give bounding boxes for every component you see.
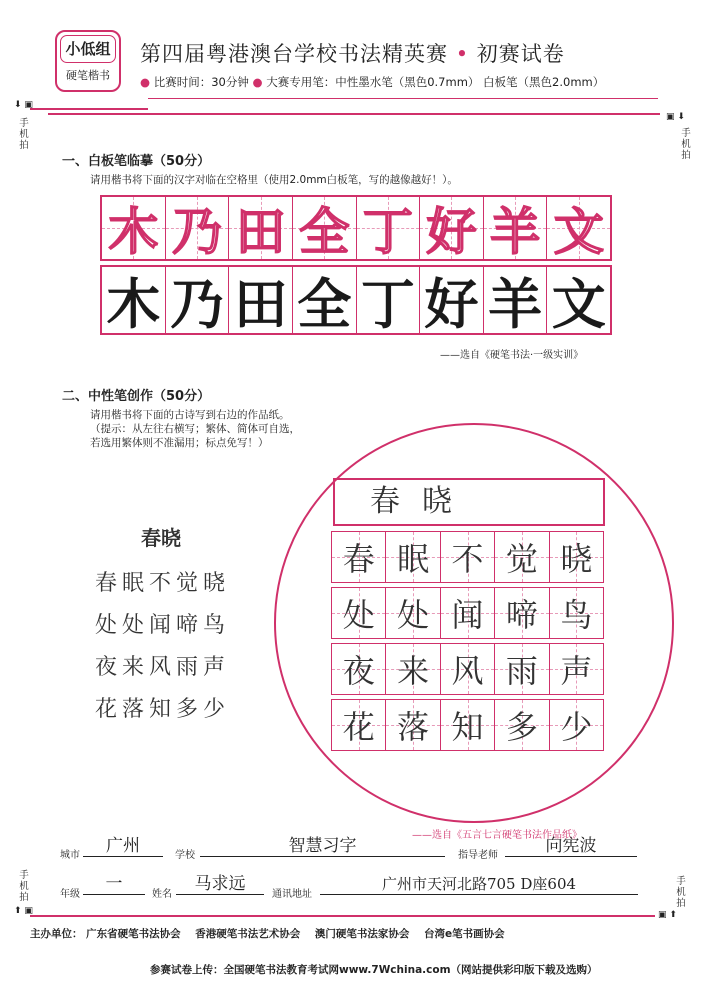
work-cell[interactable]: 眠 [386, 532, 440, 582]
organizers [30, 926, 505, 941]
poem-title: 春晓 [141, 526, 181, 550]
work-grid[interactable] [331, 531, 604, 755]
organizer: 台湾e笔书画协会 [424, 928, 505, 940]
section2-title: 二、中性笔创作（50分） [62, 389, 211, 404]
model-char-row [100, 195, 612, 261]
model-char-cell: 羊 [484, 197, 548, 259]
model-char-cell: 文 [547, 197, 610, 259]
practice-char-cell[interactable]: 丁 [357, 267, 421, 333]
title-tail: 初赛试卷 [476, 42, 565, 66]
work-row [331, 643, 604, 695]
organizer: 广东省硬笔书法协会 [86, 928, 181, 940]
practice-char-cell[interactable]: 田 [229, 267, 293, 333]
badge-sub-label: 硬笔楷书 [66, 69, 110, 82]
teacher-field[interactable]: 向宪波 [505, 836, 637, 857]
title-separator: • [455, 42, 470, 66]
work-cell[interactable]: 落 [386, 700, 440, 750]
side-label-left-bottom: 手 机 拍 [19, 870, 29, 903]
city-field[interactable]: 广州 [83, 836, 163, 857]
work-cell[interactable]: 闻 [441, 588, 495, 638]
header-rule [48, 113, 660, 115]
work-cell[interactable]: 多 [495, 700, 549, 750]
footer-rule [30, 915, 655, 917]
school-field[interactable]: 智慧习字 [200, 836, 445, 857]
upload-note: 参赛试卷上传：全国硬笔书法教育考试网www.7Wchina.com（网站提供彩印版下载及选购） [150, 964, 598, 976]
poem-line: 春眠不觉晓 [95, 571, 231, 596]
header-rule-thin [148, 98, 658, 99]
header-rule-left [30, 108, 148, 110]
practice-char-cell[interactable]: 木 [102, 267, 166, 333]
name-field[interactable]: 马求远 [176, 874, 264, 895]
section2-instruction: 请用楷书将下面的古诗写到右边的作品纸。 （提示：从左往右横写；繁体、简体可自选， 若选用繁体则不准漏用；标点免写！） [90, 409, 300, 449]
work-cell[interactable]: 晓 [550, 532, 603, 582]
work-cell[interactable]: 不 [441, 532, 495, 582]
camera-icon: ▣ ⬆ [658, 910, 677, 920]
page-title [140, 38, 565, 68]
side-label-right-top: 手 机 拍 [681, 128, 691, 161]
work-row [331, 699, 604, 751]
work-cell[interactable]: 少 [550, 700, 603, 750]
school-label: 学校 [175, 850, 195, 861]
organizers-label: 主办单位： [30, 928, 83, 940]
bullet-icon: ● [140, 75, 151, 89]
section1-source: ——选自《硬笔书法·一级实训》 [440, 350, 584, 361]
camera-icon: ▣ ⬇ [666, 112, 685, 122]
organizer: 香港硬笔书法艺术协会 [195, 928, 301, 940]
group-badge [55, 30, 121, 92]
work-cell[interactable]: 鸟 [550, 588, 603, 638]
exam-time: 比赛时间：30分钟 [153, 75, 249, 89]
name-label: 姓名 [152, 889, 172, 900]
exam-info [140, 74, 604, 90]
model-char-cell: 木 [102, 197, 166, 259]
practice-char-cell[interactable]: 羊 [484, 267, 548, 333]
work-cell[interactable]: 啼 [495, 588, 549, 638]
model-char-cell: 好 [420, 197, 484, 259]
section2-source: ——选自《五言七言硬笔书法作品纸》 [412, 830, 582, 841]
poem-line: 处处闻啼鸟 [95, 613, 231, 638]
model-char-cell: 乃 [166, 197, 230, 259]
work-cell[interactable]: 风 [441, 644, 495, 694]
work-cell[interactable]: 知 [441, 700, 495, 750]
work-cell[interactable]: 处 [386, 588, 440, 638]
bullet-icon: ● [252, 75, 263, 89]
grade-label: 年级 [60, 889, 80, 900]
work-row [331, 587, 604, 639]
practice-char-row[interactable] [100, 265, 612, 335]
practice-char-cell[interactable]: 全 [293, 267, 357, 333]
work-cell[interactable]: 觉 [495, 532, 549, 582]
practice-char-cell[interactable]: 乃 [166, 267, 230, 333]
work-cell[interactable]: 春 [332, 532, 386, 582]
work-cell[interactable]: 处 [332, 588, 386, 638]
work-cell[interactable]: 雨 [495, 644, 549, 694]
practice-char-cell[interactable]: 文 [551, 271, 606, 336]
poem-line: 夜来风雨声 [95, 655, 231, 680]
city-label: 城市 [60, 850, 80, 861]
work-title-box[interactable]: 春晓 [333, 478, 605, 526]
work-cell[interactable]: 来 [386, 644, 440, 694]
model-char-cell: 田 [229, 197, 293, 259]
organizer: 澳门硬笔书法家协会 [314, 928, 410, 940]
title-main: 第四届粤港澳台学校书法精英赛 [140, 42, 448, 66]
poem-line: 花落知多少 [95, 697, 231, 722]
grade-field[interactable]: 一 [83, 874, 145, 895]
section1-title: 一、白板笔临摹（50分） [62, 154, 211, 169]
camera-icon: ⬇ ▣ [14, 100, 33, 110]
practice-char-cell[interactable]: 好 [420, 267, 484, 333]
work-cell[interactable]: 花 [332, 700, 386, 750]
camera-icon: ⬆ ▣ [14, 906, 33, 916]
model-char-cell: 丁 [357, 197, 421, 259]
work-row [331, 531, 604, 583]
model-char-cell: 全 [293, 197, 357, 259]
address-field[interactable]: 广州市天河北路705 D座604 [320, 874, 638, 895]
side-label-right-bottom: 手 机 拍 [676, 876, 686, 909]
exam-pen: 大赛专用笔：中性墨水笔（黑色0.7mm） 白板笔（黑色2.0mm） [266, 75, 605, 89]
address-label: 通讯地址 [272, 889, 312, 900]
work-cell[interactable]: 夜 [332, 644, 386, 694]
badge-group-label: 小低组 [60, 35, 116, 63]
teacher-label: 指导老师 [458, 850, 498, 861]
work-cell[interactable]: 声 [550, 644, 603, 694]
section1-instruction: 请用楷书将下面的汉字对临在空格里（使用2.0mm白板笔，写的越像越好！）。 [90, 174, 458, 186]
side-label-left-top: 手 机 拍 [19, 118, 29, 151]
